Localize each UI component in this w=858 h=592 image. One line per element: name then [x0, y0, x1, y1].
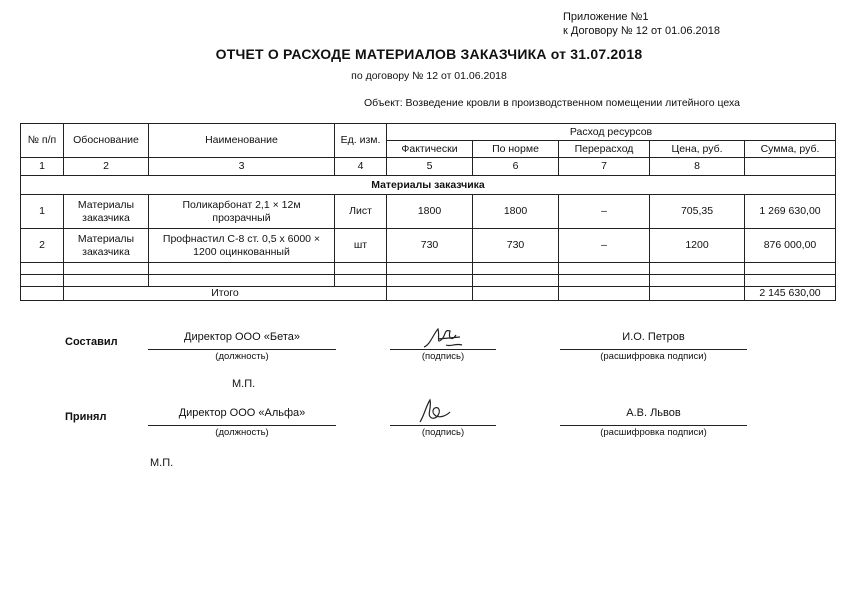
row-unit: Лист	[335, 195, 387, 229]
header-sum: Сумма, руб.	[745, 141, 836, 158]
accepted-signature-caption: (подпись)	[421, 427, 465, 438]
table-row	[21, 195, 836, 229]
col-number: 3	[149, 158, 335, 176]
row-name: Профнастил С-8 ст. 0,5 х 6000 × 1200 оцинкованный	[149, 229, 335, 263]
header-actual: Фактически	[387, 141, 473, 158]
col-number: 1	[21, 158, 64, 176]
row-sum: 1 269 630,00	[745, 195, 836, 229]
composed-signature-caption: (подпись)	[421, 351, 465, 362]
col-number: 5	[387, 158, 473, 176]
col-number: 7	[559, 158, 650, 176]
header-name: Наименование	[149, 124, 335, 158]
col-number: 4	[335, 158, 387, 176]
row-norm: 730	[473, 229, 559, 263]
accepted-label: Принял	[65, 411, 107, 423]
header-basis: Обоснование	[64, 124, 149, 158]
empty-row	[21, 263, 836, 275]
header-row	[21, 124, 836, 141]
accepted-position-caption: (должность)	[215, 427, 269, 438]
total-label: Итого	[64, 287, 387, 301]
accepted-name-line	[560, 425, 747, 426]
composed-position-line	[148, 349, 336, 350]
row-norm: 1800	[473, 195, 559, 229]
total-row	[21, 287, 836, 301]
row-price: 705,35	[650, 195, 745, 229]
section-row	[21, 176, 836, 195]
row-actual: 730	[387, 229, 473, 263]
composed-signature-line	[390, 349, 496, 350]
composed-position: Директор ООО «Бета»	[184, 331, 300, 343]
header-num: № п/п	[21, 124, 64, 158]
column-number-row	[21, 158, 836, 176]
empty-row	[21, 275, 836, 287]
row-actual: 1800	[387, 195, 473, 229]
document-title: ОТЧЕТ О РАСХОДЕ МАТЕРИАЛОВ ЗАКАЗЧИКА от 31.07.2018	[215, 46, 643, 62]
col-number: 6	[473, 158, 559, 176]
accepted-position: Директор ООО «Альфа»	[178, 407, 306, 419]
row-unit: шт	[335, 229, 387, 263]
col-number: 8	[650, 158, 745, 176]
accepted-name-caption: (расшифровка подписи)	[600, 427, 707, 438]
row-sum: 876 000,00	[745, 229, 836, 263]
contract-reference: по договору № 12 от 01.06.2018	[351, 70, 507, 82]
section-title: Материалы заказчика	[21, 176, 836, 195]
accepted-stamp-mark: М.П.	[150, 457, 174, 469]
total-value: 2 145 630,00	[745, 287, 836, 301]
row-price: 1200	[650, 229, 745, 263]
appendix-note	[563, 10, 720, 38]
row-name: Поликарбонат 2,1 × 12м прозрачный	[149, 195, 335, 229]
accepted-signature-line	[390, 425, 496, 426]
object-description: Объект: Возведение кровли в производственном помещении литейного цеха	[363, 97, 740, 109]
header-norm: По норме	[473, 141, 559, 158]
col-number: 2	[64, 158, 149, 176]
header-price: Цена, руб.	[650, 141, 745, 158]
accepted-position-line	[148, 425, 336, 426]
row-basis: Материалы заказчика	[64, 195, 149, 229]
composed-name: И.О. Петров	[622, 331, 685, 343]
composed-position-caption: (должность)	[215, 351, 269, 362]
accepted-name: А.В. Львов	[626, 407, 681, 419]
row-overrun: –	[559, 229, 650, 263]
row-basis: Материалы заказчика	[64, 229, 149, 263]
header-overrun: Перерасход	[559, 141, 650, 158]
composed-label: Составил	[65, 336, 118, 348]
accepted-signature-icon	[414, 398, 454, 426]
row-num: 2	[21, 229, 64, 263]
table-row	[21, 229, 836, 263]
composed-name-line	[560, 349, 747, 350]
composed-name-caption: (расшифровка подписи)	[600, 351, 707, 362]
appendix-line-2: к Договору № 12 от 01.06.2018	[563, 25, 721, 37]
composed-stamp-mark: М.П.	[232, 378, 256, 390]
row-num: 1	[21, 195, 64, 229]
header-unit: Ед. изм.	[335, 124, 387, 158]
appendix-line-1: Приложение №1	[563, 11, 649, 23]
header-resources: Расход ресурсов	[387, 124, 836, 141]
materials-table	[20, 123, 836, 301]
row-overrun: –	[559, 195, 650, 229]
col-number	[745, 158, 836, 176]
